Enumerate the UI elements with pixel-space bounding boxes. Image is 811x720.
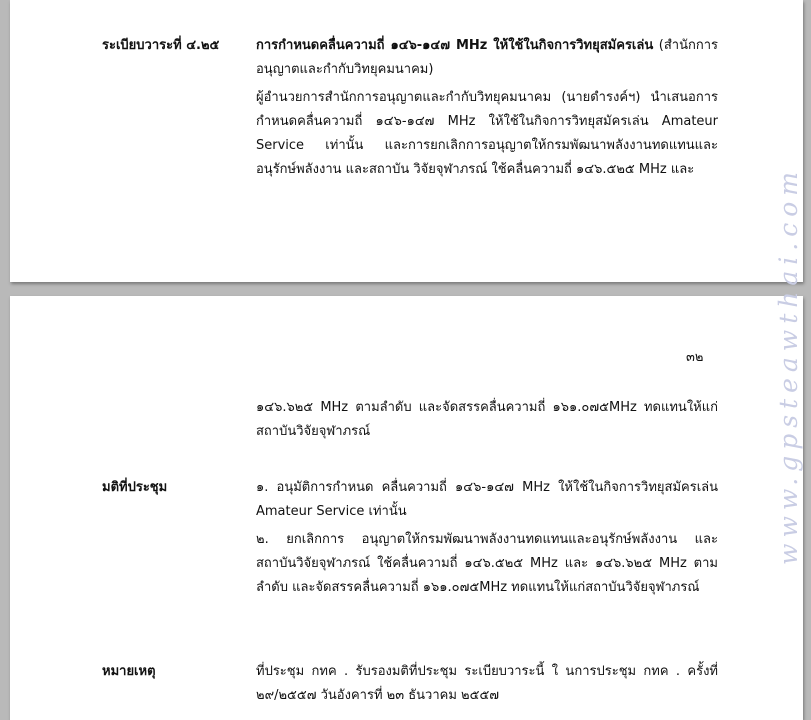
- note-text: ที่ประชุม กทค . รับรองมติที่ประชุม ระเบียบวาระนี้ ใ นการประชุม กทค . ครั้งที่ ๒๙/๒๕๕๗ วันอังคารที่ ๒๓ ธันวาคม ๒๕๕๗: [256, 664, 718, 703]
- note-label: หมายเหตุ: [102, 664, 156, 679]
- agenda-label: ระเบียบวาระที่ ๔.๒๕: [102, 38, 220, 53]
- watermark-text: www.gpsteawthai.com: [773, 165, 803, 565]
- agenda-title: การกำหนดคลื่นความถี่ ๑๔๖-๑๔๗ MHz ให้ใช้ในกิจการวิทยุสมัครเล่น: [256, 38, 654, 53]
- document-page-top: [10, 0, 803, 282]
- document-page-bottom: [10, 296, 803, 720]
- resolution-item-1: ๑. อนุมัติการกำหนด คลื่นความถี่ ๑๔๖-๑๔๗ MHz ให้ใช้ในกิจการวิทยุสมัครเล่น Amateur Service เท่านั้น: [256, 480, 718, 519]
- page-number: ๓๒: [686, 350, 704, 365]
- agenda-body: ผู้อำนวยการสำนักการอนุญาตและกำกับวิทยุคมนาคม (นายดำรงค์ฯ) นำเสนอการกำหนดคลื่นความถี่ ๑๔๖-๑๔๗ MHz ให้ใช้ในกิจการวิทยุสมัครเล่น Amateur Service เท่านั้น และการยกเลิกการอนุญาตให้กรมพัฒนาพลังงานทดแทนและอนุรักษ์พลังงาน และสถาบัน วิจัยจุฬาภรณ์ ใช้คลื่นความถี่ ๑๔๖.๕๒๕ MHz และ: [256, 90, 718, 177]
- agenda-source: (สำนักการอนุญาตและกำกับวิทยุคมนาคม): [256, 38, 718, 77]
- agenda-heading: [256, 34, 718, 82]
- resolution-label: มติที่ประชุม: [102, 480, 168, 495]
- continued-paragraph: ๑๔๖.๖๒๕ MHz ตามลำดับ และจัดสรรคลื่นความถี่ ๑๖๑.๐๗๕MHz ทดแทนให้แก่สถาบันวิจัยจุฬาภรณ์: [256, 400, 718, 439]
- resolution-item-2: ๒. ยกเลิกการ อนุญาตให้กรมพัฒนาพลังงานทดแทนและอนุรักษ์พลังงาน และสถาบันวิจัยจุฬาภรณ์ ใช้คลื่นความถี่ ๑๔๖.๕๒๕ MHz และ ๑๔๖.๖๒๕ MHz ตามลำดับ และจัดสรรคลื่นความถี่ ๑๖๑.๐๗๕MHz ทดแทนให้แก่สถาบันวิจัยจุฬาภรณ์: [256, 532, 718, 595]
